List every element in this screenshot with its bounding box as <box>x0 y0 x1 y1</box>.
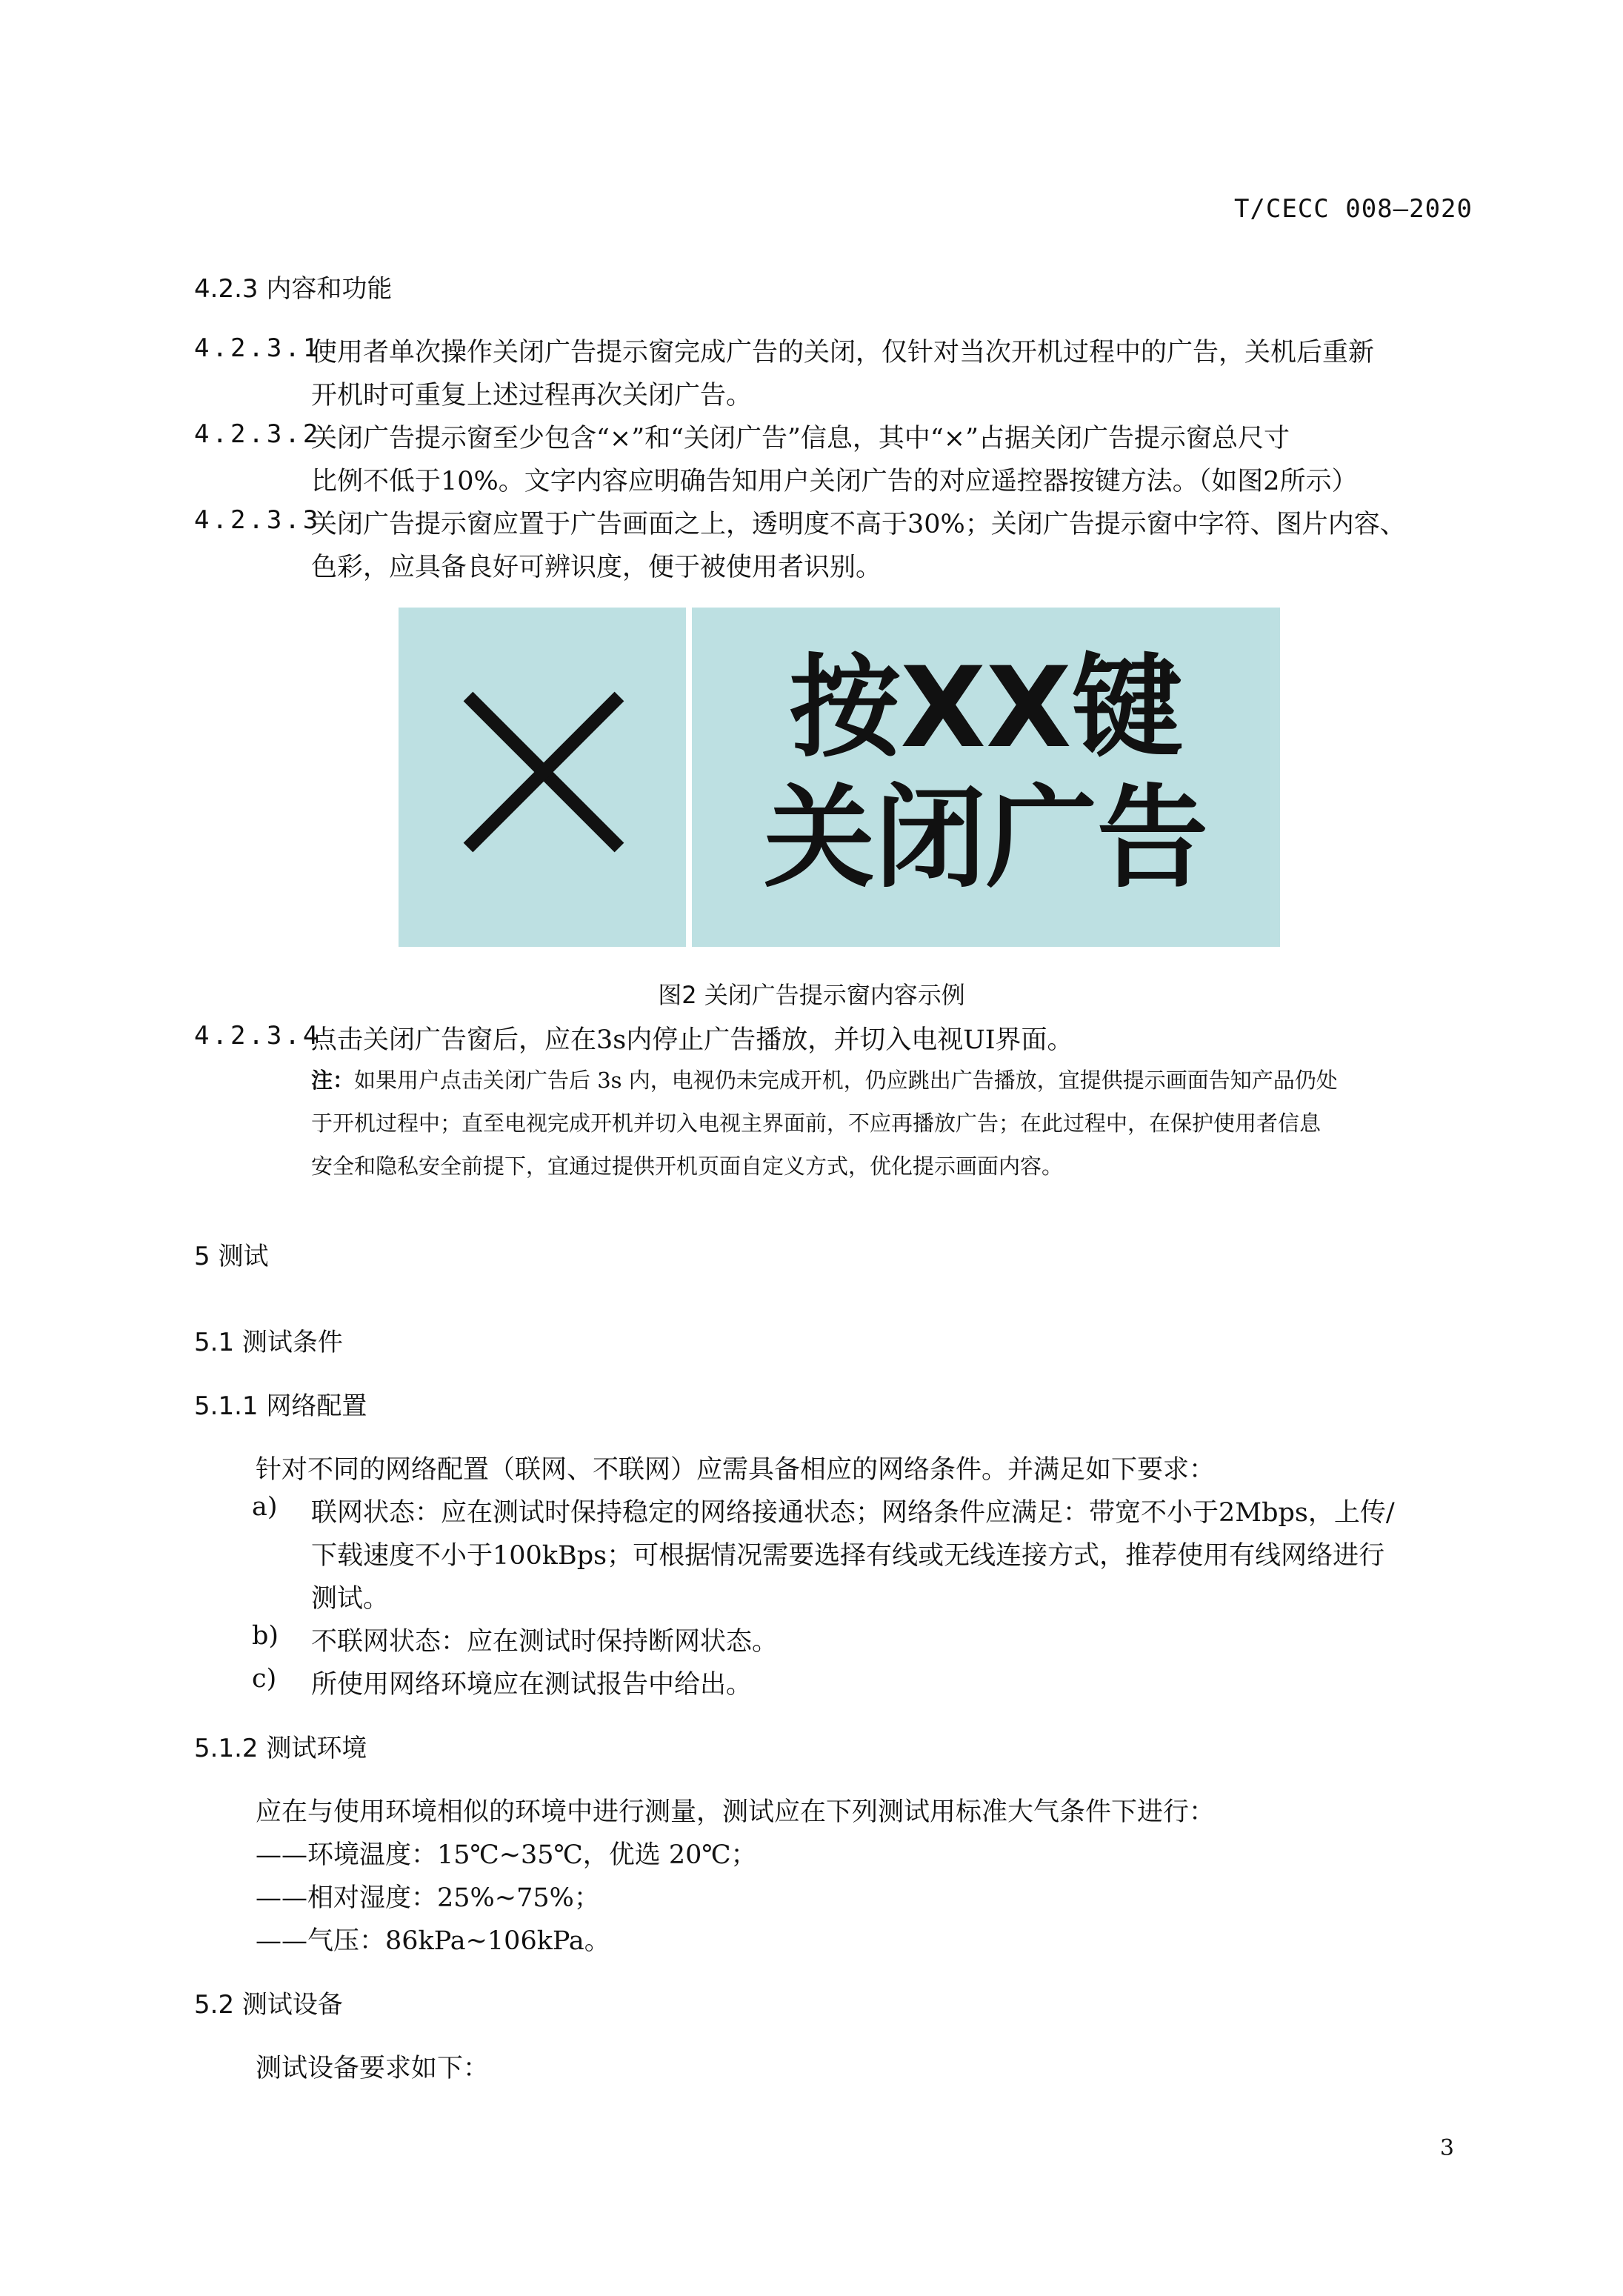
clause-4-2-3-2-line2: 比例不低于10%。文字内容应明确告知用户关闭广告的对应遥控器按键方法。（如图2所示） <box>311 467 1358 496</box>
section-heading-5-1-2: 5.1.2 测试环境 <box>194 1734 367 1763</box>
figure-divider <box>686 608 692 947</box>
clause-4-2-3-4-text: 点击关闭广告窗后，应在3s内停止广告播放，并切入电视UI界面。 <box>311 1025 1073 1055</box>
env-humidity: ——相对湿度：25%~75%； <box>256 1883 600 1913</box>
figure-text-line2: 关闭广告 <box>763 774 1208 903</box>
item-c-line1: 所使用网络环境应在测试报告中给出。 <box>311 1670 753 1700</box>
close-ad-prompt-figure <box>399 608 1280 947</box>
item-a-line3: 测试。 <box>311 1584 390 1614</box>
item-b-line1: 不联网状态：应在测试时保持断网状态。 <box>311 1627 779 1657</box>
close-x-icon <box>458 686 630 858</box>
item-a-label: a) <box>252 1492 278 1522</box>
clause-number-4-2-3-2: 4.2.3.2 <box>194 419 321 449</box>
clause-number-4-2-3-4: 4.2.3.4 <box>194 1021 321 1051</box>
network-intro: 针对不同的网络配置（联网、不联网）应需具备相应的网络条件。并满足如下要求： <box>256 1455 1216 1485</box>
clause-4-2-3-1-line2: 开机时可重复上述过程再次关闭广告。 <box>311 381 753 410</box>
note-line3: 安全和隐私安全前提下，宜通过提供开机页面自定义方式，优化提示画面内容。 <box>311 1154 1064 1179</box>
section-heading-5: 5 测试 <box>194 1242 269 1271</box>
env-intro: 应在与使用环境相似的环境中进行测量，测试应在下列测试用标准大气条件下进行： <box>256 1797 1216 1827</box>
clause-number-4-2-3-1: 4.2.3.1 <box>194 333 321 363</box>
note-line1 <box>311 1064 1338 1094</box>
document-code: T/CECC 008—2020 <box>1233 194 1473 224</box>
item-a-line1: 联网状态：应在测试时保持稳定的网络接通状态；网络条件应满足：带宽不小于2Mbps，上传/ <box>311 1498 1395 1528</box>
note-line1-text: 如果用户点击关闭广告后 3s 内，电视仍未完成开机，仍应跳出广告播放，宜提供提示画面告知产品仍处 <box>354 1068 1338 1093</box>
figure-text-line1: 按XX键 <box>789 644 1183 773</box>
item-a-line2: 下载速度不小于100kBps；可根据情况需要选择有线或无线连接方式，推荐使用有线网络进行 <box>311 1541 1385 1571</box>
item-c-label: c) <box>252 1664 277 1694</box>
item-b-label: b) <box>252 1621 279 1651</box>
clause-4-2-3-1-line1: 使用者单次操作关闭广告提示窗完成广告的关闭，仅针对当次开机过程中的广告，关机后重新 <box>311 338 1375 367</box>
note-label: 注： <box>311 1068 355 1093</box>
page-number: 3 <box>1439 2135 1454 2161</box>
section-heading-5-1-1: 5.1.1 网络配置 <box>194 1391 367 1421</box>
env-pressure: ——气压：86kPa~106kPa。 <box>256 1926 610 1956</box>
clause-number-4-2-3-3: 4.2.3.3 <box>194 505 321 535</box>
clause-4-2-3-3-line1: 关闭广告提示窗应置于广告画面之上，透明度不高于30%；关闭广告提示窗中字符、图片内容、 <box>311 510 1406 539</box>
section-heading-5-1: 5.1 测试条件 <box>194 1328 343 1357</box>
section-heading-5-2: 5.2 测试设备 <box>194 1990 343 2020</box>
equipment-intro: 测试设备要求如下： <box>256 2054 490 2083</box>
env-temperature: ——环境温度：15℃~35℃，优选 20℃； <box>256 1840 757 1870</box>
clause-4-2-3-2-line1: 关闭广告提示窗至少包含“×”和“关闭广告”信息，其中“×”占据关闭广告提示窗总尺寸 <box>311 424 1290 453</box>
note-line2: 于开机过程中；直至电视完成开机并切入电视主界面前，不应再播放广告；在此过程中，在保护使用者信息 <box>311 1111 1322 1136</box>
section-heading-4-2-3: 4.2.3 内容和功能 <box>194 274 393 304</box>
figure-caption: 图2 关闭广告提示窗内容示例 <box>658 981 965 1009</box>
clause-4-2-3-3-line2: 色彩，应具备良好可辨识度，便于被使用者识别。 <box>311 553 882 582</box>
